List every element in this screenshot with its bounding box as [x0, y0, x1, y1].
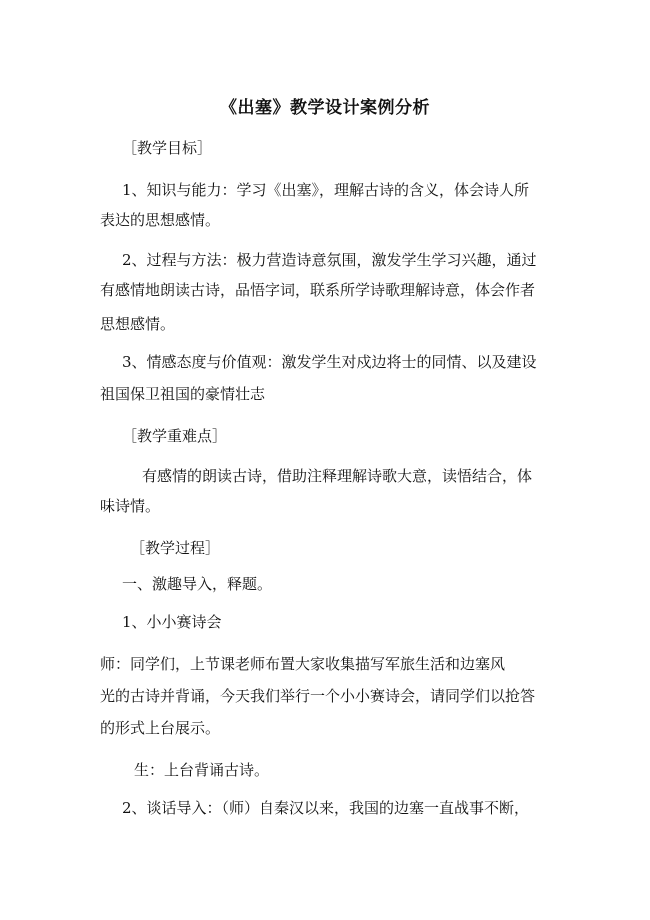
paragraph-line: 祖国保卫祖国的豪情壮志	[100, 385, 266, 403]
paragraph-line: 一、激趣导入，释题。	[122, 575, 273, 593]
paragraph-line: 的形式上台展示。	[100, 719, 221, 737]
paragraph-line: 1、知识与能力：学习《出塞》，理解古诗的含义，体会诗人所	[122, 181, 530, 199]
paragraph-line: 2、谈话导入：（师）自秦汉以来，我国的边塞一直战事不断，	[122, 799, 530, 817]
paragraph-line: 1、小小赛诗会	[122, 613, 222, 631]
paragraph-line: 2、过程与方法：极力营造诗意氛围，激发学生学习兴趣，通过	[122, 251, 537, 269]
paragraph-line: 有感情的朗读古诗，借助注释理解诗歌大意，读悟结合，体	[142, 467, 533, 485]
paragraph-line: 生：上台背诵古诗。	[134, 761, 270, 779]
paragraph-line: 思想感情。	[100, 315, 176, 333]
paragraph-line: 光的古诗并背诵，今天我们举行一个小小赛诗会，请同学们以抢答	[100, 687, 536, 705]
paragraph-line: 师：同学们，上节课老师布置大家收集描写军旅生活和边塞风	[100, 655, 506, 673]
section-heading-process: ［教学过程］	[130, 539, 221, 557]
paragraph-line: 有感情地朗读古诗，品悟字词，联系所学诗歌理解诗意，体会作者	[100, 281, 536, 299]
paragraph-line: 味诗情。	[100, 497, 161, 515]
section-heading-objectives: ［教学目标］	[122, 139, 213, 157]
paragraph-line: 表达的思想感情。	[100, 211, 221, 229]
paragraph-line: 3、情感态度与价值观：激发学生对戍边将士的同情、以及建设	[122, 353, 537, 371]
document-title: 《出塞》教学设计案例分析	[220, 98, 430, 118]
section-heading-key-points: ［教学重难点］	[122, 427, 228, 445]
